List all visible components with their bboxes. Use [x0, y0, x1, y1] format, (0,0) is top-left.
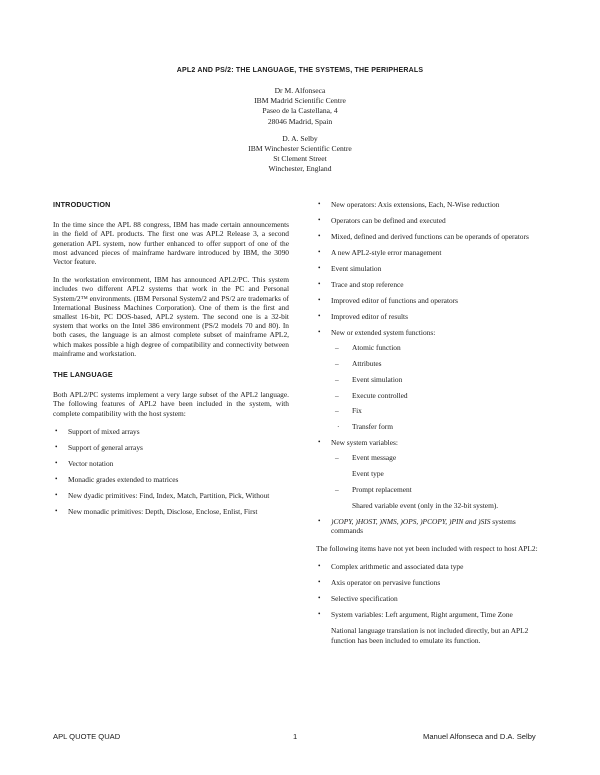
list-item: • Support of mixed arrays: [53, 427, 289, 436]
author-city: 28046 Madrid, Spain: [267, 116, 333, 126]
footer-journal: APL QUOTE QUAD: [53, 732, 121, 741]
list-item: • Monadic grades extended to matrices: [53, 475, 289, 484]
list-item-label: New system variables:: [331, 438, 398, 448]
sub-list-item: – Event simulation: [331, 375, 548, 384]
sub-list-item: – Fix: [331, 406, 548, 415]
list-item: • Mixed, defined and derived functions can be operands of operators: [316, 232, 548, 241]
list-item: • Trace and stop reference: [316, 280, 548, 289]
sub-list-item: Shared variable event (only in the 32-bit system).: [352, 500, 499, 510]
paper-title: APL2 AND PS/2: THE LANGUAGE, THE SYSTEMS, THE PERIPHERALS: [176, 67, 424, 74]
list-item: • A new APL2-style error management: [316, 248, 548, 257]
author-block: [0, 86, 600, 175]
intro-paragraph-2: In the workstation environment, IBM has announced APL2/PC. This system includes two different APL2 systems that work in the PC and Personal System/2™ environments. (IBM Personal System/2 and PS/2 are trademarks of International Business Machines Corporation). One of them is the first and smallest 16-bit, PC DOS-based, APL2 system. The second one is a 32-bit system that works on the Intel 386 environment (PS/2 models 70 and 80). In both cases, the language is an almost complete subset of mainframe APL2, which makes possible a high degree of compatibility and connectivity between mainframe and workstation.: [53, 275, 289, 358]
system-function-list: [331, 343, 548, 431]
list-item: • New monadic primitives: Depth, Disclose, Enclose, Enlist, First: [53, 507, 289, 516]
author-affiliation: IBM Winchester Scientific Centre: [248, 144, 352, 154]
list-item: • Support of general arrays: [53, 443, 289, 452]
sub-list-item: – Execute controlled: [331, 391, 548, 400]
list-item: • System variables: Left argument, Right argument, Time Zone: [316, 610, 548, 619]
system-variable-list: [331, 453, 548, 510]
sub-list-item: – Atomic function: [331, 343, 548, 352]
feature-list: [53, 427, 289, 516]
list-item: • Improved editor of results: [316, 312, 548, 321]
list-item: • Improved editor of functions and operators: [316, 296, 548, 305]
list-item: • Operators can be defined and executed: [316, 216, 548, 225]
not-included-paragraph: The following items have not yet been included with respect to host APL2:: [316, 544, 538, 554]
author-name: D. A. Selby: [282, 133, 318, 143]
list-item: • Vector notation: [53, 459, 289, 468]
list-item: • Event simulation: [316, 264, 548, 273]
system-commands-suffix: systems commands: [331, 516, 516, 535]
language-paragraph: Both APL2/PC systems implement a very large subset of the APL2 language. The following features of APL2 have been included in the system, with complete compatibility with the host system:: [53, 390, 289, 418]
list-item: • Selective specification: [316, 594, 548, 603]
list-item: • Complex arithmetic and associated data type: [316, 562, 548, 571]
list-item: • Axis operator on pervasive functions: [316, 578, 548, 587]
page-number: 1: [293, 732, 298, 741]
feature-list-continued: [316, 200, 548, 535]
intro-paragraph-1: In the time since the APL 88 congress, IBM has made certain announcements in the field of APL products. The first one was APL2 Release 3, a second generation APL system, now further enhanced to offer support of one of the most advanced pieces of mainframe hardware introduced by IBM, the 3090 Vector feature.: [53, 220, 289, 267]
author-name: Dr M. Alfonseca: [274, 86, 326, 95]
sub-list-item: – Event message: [331, 453, 548, 462]
sub-list-item: · Transfer form: [331, 422, 548, 431]
list-item-system-commands: [316, 517, 548, 535]
sub-list-item: Event type: [352, 469, 384, 479]
list-item: • New operators: Axis extensions, Each, N-Wise reduction: [316, 200, 548, 209]
list-item-system-variables: [316, 438, 548, 510]
sub-list-item: – Attributes: [331, 359, 548, 368]
translation-note: National language translation is not included directly, but an APL2 function has been included to emulate its function.: [331, 626, 529, 645]
list-item-system-functions: [316, 328, 548, 431]
footer-authors: Manuel Alfonseca and D.A. Selby: [423, 732, 536, 741]
list-item: • New dyadic primitives: Find, Index, Match, Partition, Pick, Without: [53, 491, 289, 500]
author-affiliation: IBM Madrid Scientific Centre: [254, 96, 346, 106]
system-commands: )COPY, )HOST, )NMS, )OPS, )PCOPY, )PIN and )SIS: [331, 516, 491, 526]
right-column: [316, 200, 548, 645]
not-included-list: [316, 562, 548, 619]
left-column: [53, 200, 289, 523]
sub-list-item: – Prompt replacement: [331, 485, 548, 494]
list-item-label: New or extended system functions:: [331, 328, 436, 337]
section-heading-language: THE LANGUAGE: [53, 370, 113, 380]
author-city: Winchester, England: [268, 164, 332, 174]
section-heading-introduction: INTRODUCTION: [53, 200, 111, 209]
author-street: St Clement Street: [273, 154, 327, 164]
author-street: Paseo de la Castellana, 4: [262, 106, 338, 116]
